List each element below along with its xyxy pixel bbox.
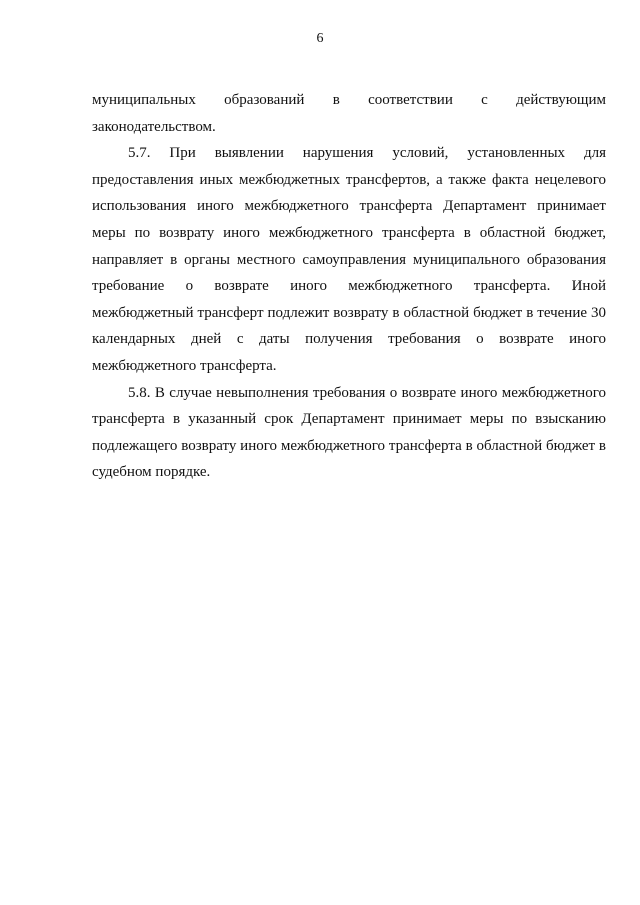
paragraph-continuation: муниципальных образований в соответствии с действующим законодательством. <box>92 92 606 135</box>
paragraph-5-8: 5.8. В случае невыполнения требования о возврате иного межбюджетного трансферта в указанный срок Департамент принимает меры по взысканию подлежащего возврату иного межбюджетного трансферта в областной бюджет в судебном порядке. <box>92 384 606 481</box>
document-body <box>92 87 606 486</box>
paragraph-5-7: 5.7. При выявлении нарушения условий, установленных для предоставления иных межбюджетных трансфертов, а также факта нецелевого использования иного межбюджетного трансферта Департамент принимает меры по возврату иного межбюджетного трансферта в областной бюджет, направляет в органы местного самоуправления муниципального образования требование о возврате иного межбюджетного трансферта. Иной межбюджетный трансферт подлежит возврату в областной бюджет в течение 30 календарных дней с даты получения требования о возврате иного межбюджетного трансферта. <box>92 145 606 374</box>
page-number: 6 <box>316 31 324 46</box>
